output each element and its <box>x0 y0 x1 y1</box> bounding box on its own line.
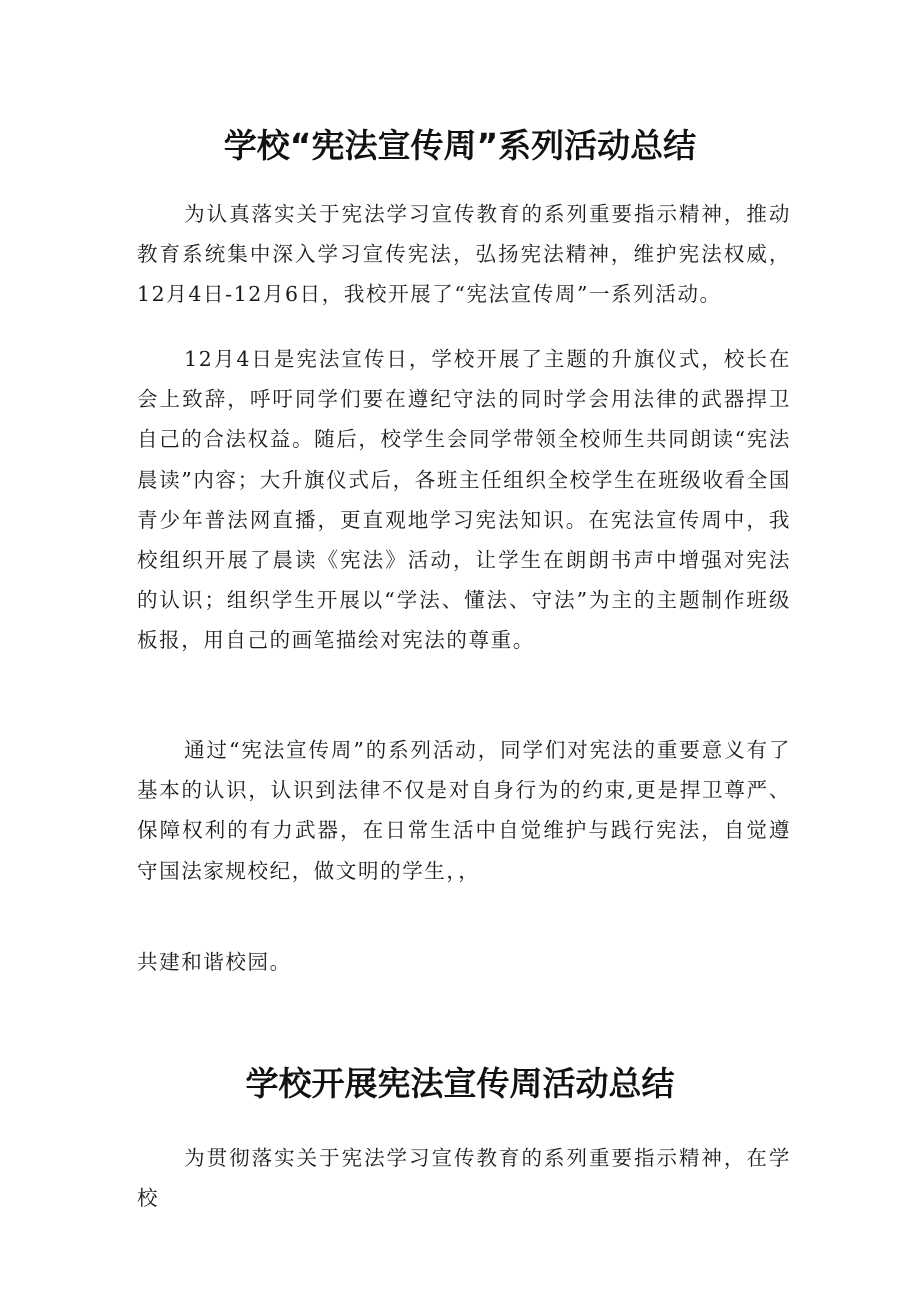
document-title: 学校“宪法宣传周”系列活动总结 <box>223 126 697 166</box>
paragraph-intro: 为认真落实关于宪法学习宣传教育的系列重要指示精神，推动教育系统集中深入学习宣传宪法，弘扬宪法精神，维护宪法权威，12月4日-12月6日，我校开展了“宪法宣传周”一系列活动。 <box>137 202 791 307</box>
paragraph-activities: 12月4日是宪法宣传日，学校开展了主题的升旗仪式，校长在会上致辞，呼吁同学们要在遵纪守法的同时学会用法律的武器捍卫自己的合法权益。随后，校学生会同学带领全校师生共同朗读“宪法晨读”内容；大升旗仪式后，各班主任组织全校学生在班级收看全国青少年普法网直播，更直观地学习宪法知识。在宪法宣传周中，我校组织开展了晨读《宪法》活动，让学生在朗朗书声中增强对宪法的认识；组织学生开展以“学法、懂法、守法”为主的主题制作班级板报，用自己的画笔描绘对宪法的尊重。 <box>137 347 791 653</box>
second-paragraph-intro: 为贯彻落实关于宪法学习宣传教育的系列重要指示精神，在学校 <box>137 1146 791 1211</box>
second-document-title: 学校开展宪法宣传周活动总结 <box>245 1064 675 1104</box>
closing-line: 共建和谐校园。 <box>137 950 292 974</box>
paragraph-conclusion: 通过“宪法宣传周”的系列活动，同学们对宪法的重要意义有了基本的认识，认识到法律不仅是对自身行为的约束,更是捍卫尊严、保障权利的有力武器，在日常生活中自觉维护与践行宪法，自觉遵守国法家规校纪，做文明的学生，， <box>137 738 791 883</box>
